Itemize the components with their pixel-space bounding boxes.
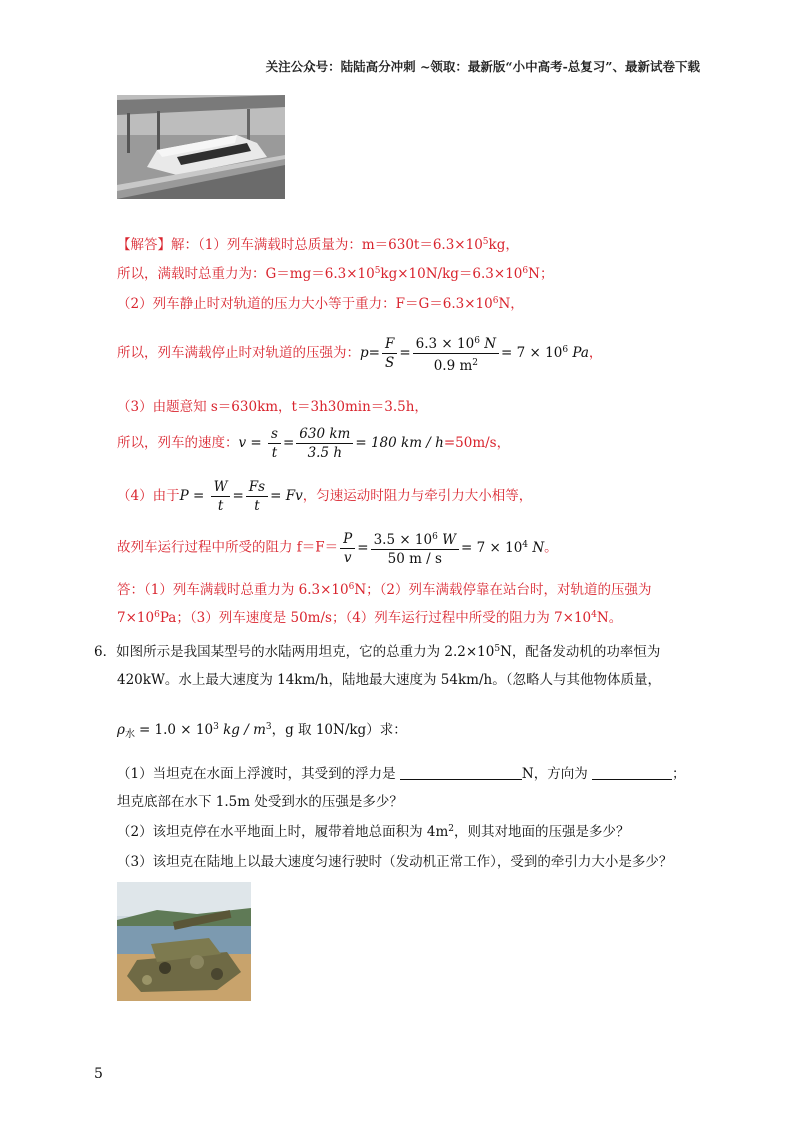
question-6-part-1: （1）当坦克在水面上浮渡时，其受到的浮力是 N，方向为 ；	[117, 766, 686, 782]
answer-line-7: （4）由于P = $\frac{W}{t}$ = $\frac{Fs}{t}$ = Fv，匀速运动时阻力与牵引力大小相等，	[117, 479, 533, 514]
answer-line-8: 故列车运行过程中所受的阻力 f＝F＝ $\frac{P}{v}$ = $\frac{3.5 \times 10^6 W}{50 m / s}$ = $7 \times 10^4$ N。	[117, 528, 558, 568]
page-number: 5	[94, 1066, 103, 1082]
train-photo	[117, 95, 285, 199]
buoyancy-answer-blank[interactable]	[400, 765, 522, 780]
speed-formula: v = $\frac{s}{t}$ = $\frac{630 km}{3.5 h}$ = 180 km / h	[238, 426, 444, 461]
answer-summary-2: $7\times 10^6Pa$；（3）列车速度是 50m/s；（4）列车运行过程中所受的阻力为 $7\times 10^4N$。	[117, 610, 623, 626]
question-6-line-1: 6．如图所示是我国某型号的水陆两用坦克，它的总重力为 $2.2\times 10^5N$，配备发动机的功率恒为	[94, 644, 661, 660]
direction-answer-blank[interactable]	[592, 765, 672, 780]
power-formula: P = $\frac{W}{t}$ = $\frac{Fs}{t}$ = Fv	[179, 479, 303, 514]
question-6-line-3: $\rho_水 = 1.0 \times 10^3$ kg / $m^3$，g 取 10N/kg）求：	[117, 722, 407, 740]
page-header: 关注公众号：陆陆高分冲刺 ~领取：最新版“小中高考-总复习”、最新试卷下载	[265, 59, 700, 74]
answer-line-3: （2）列车静止时对轨道的压力大小等于重力：$F=G=6.3\times 10^6N$，	[117, 296, 524, 312]
resistance-formula: $\frac{P}{v}$ = $\frac{3.5 \times 10^6 W}{50 m / s}$ = $7 \times 10^4$ N	[338, 540, 544, 556]
question-number: 6．	[94, 644, 117, 660]
question-6-part-3: （3）该坦克在陆地上以最大速度匀速行驶时（发动机正常工作），受到的牵引力大小是多少？	[117, 854, 673, 870]
answer-line-1: 【解答】解：（1）列车满载时总质量为：$m=630t=6.3\times 10^5kg$，	[117, 237, 519, 253]
answer-line-4: 所以，列车满载停止时对轨道的压强为：p= $\frac{F}{S}$ = $\frac{6.3 \times 10^6 N}{0.9 m^2}$ = $7 \times 10^6$ Pa，	[117, 332, 602, 375]
amphibious-tank-photo	[117, 882, 251, 1001]
pressure-formula: p= $\frac{F}{S}$ = $\frac{6.3 \times 10^6 N}{0.9 m^2}$ = $7 \times 10^6$ Pa	[360, 345, 589, 361]
answer-line-2: 所以，满载时总重力为：$G=mg=6.3\times 10^5kg\times 10N/kg=6.3\times 10^6N$；	[117, 266, 554, 282]
answer-summary-1: 答：（1）列车满载时总重力为 $6.3\times 10^6N$；（2）列车满载停靠在站台时，对轨道的压强为	[117, 582, 652, 598]
answer-tag: 【解答】	[117, 237, 171, 253]
question-6-line-2: 420kW。水上最大速度为 14km/h，陆地最大速度为 54km/h。（忽略人与其他物体质量，	[117, 672, 661, 688]
answer-line-5: （3）由题意知 s＝630km，t＝3h30min＝3.5h，	[117, 399, 428, 415]
question-6-part-1-cont: 坦克底部在水下 1.5m 处受到水的压强是多少？	[117, 794, 403, 810]
question-6-part-2: （2）该坦克停在水平地面上时，履带着地总面积为 $4m^2$，则其对地面的压强是多少？	[117, 824, 630, 840]
answer-line-6: 所以，列车的速度：v = $\frac{s}{t}$ = $\frac{630 km}{3.5 h}$ = 180 km / h=50m/s，	[117, 426, 511, 461]
